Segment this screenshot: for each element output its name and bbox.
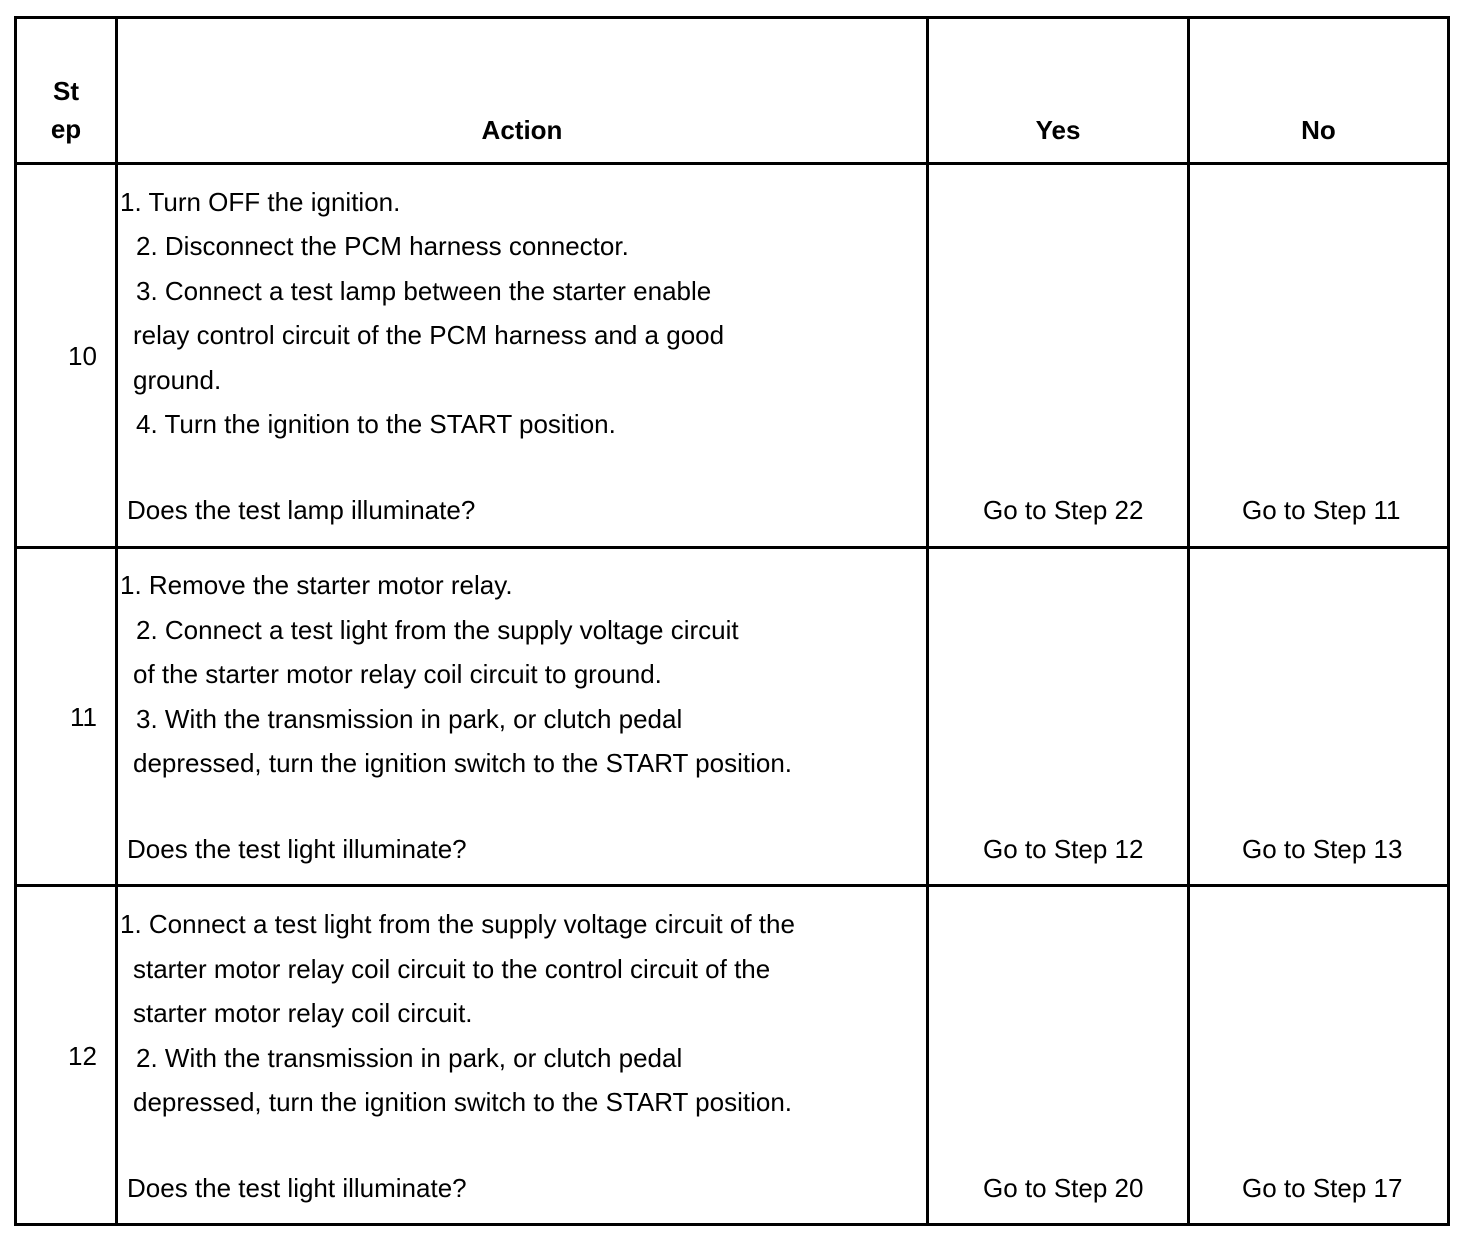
action-line: 1. Remove the starter motor relay.	[120, 570, 513, 600]
table-rule-header	[14, 162, 1450, 165]
no-result: Go to Step 13	[1242, 834, 1403, 864]
action-line: starter motor relay coil circuit.	[133, 998, 473, 1028]
table-col-right-border	[1447, 16, 1450, 1226]
action-line: 3. Connect a test lamp between the starter enable	[136, 276, 712, 306]
header-action: Action	[481, 115, 563, 145]
yes-result: Go to Step 12	[983, 834, 1144, 864]
action-question: Does the test light illuminate?	[127, 1173, 467, 1203]
action-line: depressed, turn the ignition switch to the START position.	[133, 748, 793, 778]
no-result: Go to Step 11	[1242, 495, 1401, 525]
action-line: ground.	[133, 365, 222, 395]
step-number: 12	[68, 1041, 97, 1071]
action-line: 1. Turn OFF the ignition.	[120, 187, 401, 217]
yes-result: Go to Step 22	[983, 495, 1144, 525]
action-line: 2. Disconnect the PCM harness connector.	[136, 231, 629, 261]
action-line: starter motor relay coil circuit to the control circuit of the	[133, 954, 771, 984]
header-step-line2: ep	[50, 114, 82, 144]
action-line: relay control circuit of the PCM harness and a good	[133, 320, 725, 350]
action-line: 2. Connect a test light from the supply voltage circuit	[136, 615, 739, 645]
action-question: Does the test lamp illuminate?	[127, 495, 476, 525]
table-rule-top	[14, 16, 1450, 19]
table-col-action-border	[926, 16, 929, 1226]
action-question: Does the test light illuminate?	[127, 834, 467, 864]
table-rule-row-10	[14, 546, 1450, 549]
header-no: No	[1301, 115, 1336, 145]
action-line: of the starter motor relay coil circuit to ground.	[133, 659, 662, 689]
table-rule-row-11	[14, 884, 1450, 887]
step-number: 10	[68, 341, 97, 371]
action-line: 3. With the transmission in park, or clutch pedal	[136, 704, 683, 734]
header-yes: Yes	[1035, 115, 1081, 145]
table-col-step-border	[115, 16, 118, 1226]
table-col-left-border	[14, 16, 17, 1226]
table-col-yes-border	[1187, 16, 1190, 1226]
action-line: 4. Turn the ignition to the START position.	[136, 409, 616, 439]
action-line: 1. Connect a test light from the supply voltage circuit of the	[120, 909, 795, 939]
header-step-line1: St	[53, 76, 79, 106]
table-rule-bottom	[14, 1223, 1450, 1226]
yes-result: Go to Step 20	[983, 1173, 1144, 1203]
step-number: 11	[70, 702, 97, 732]
action-line: 2. With the transmission in park, or clutch pedal	[136, 1043, 683, 1073]
action-line: depressed, turn the ignition switch to the START position.	[133, 1087, 793, 1117]
header-step	[17, 72, 115, 148]
no-result: Go to Step 17	[1242, 1173, 1403, 1203]
